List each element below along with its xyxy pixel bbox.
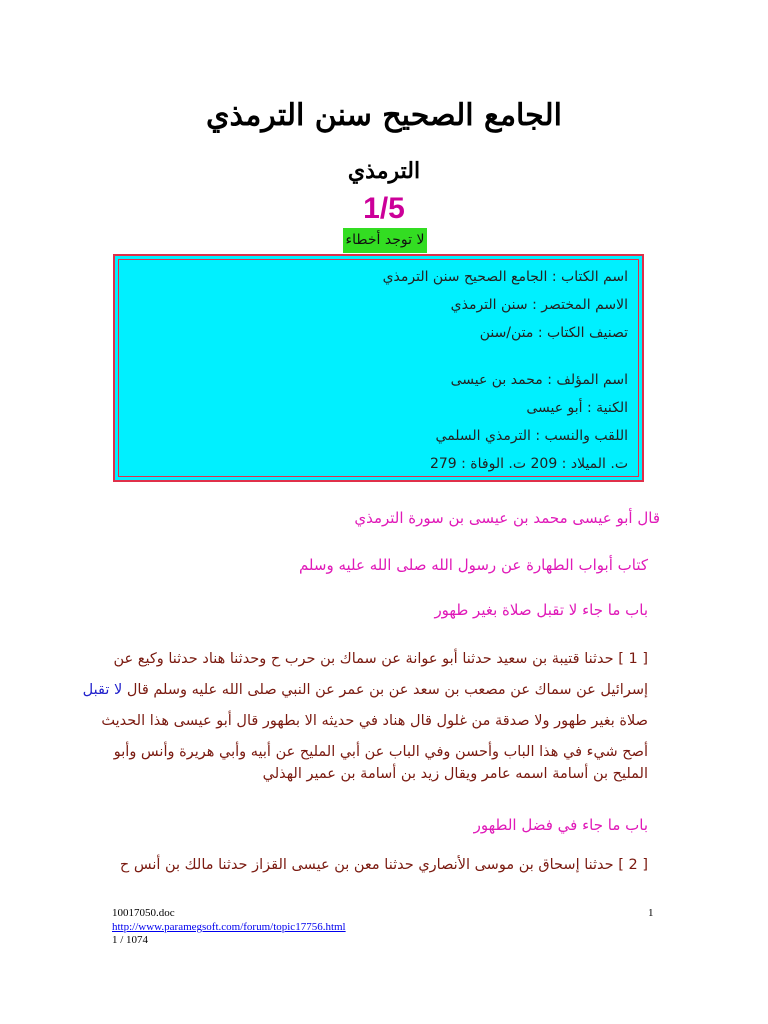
hadith-1-line-3: صلاة بغير طهور ولا صدقة من غلول قال هناد في حديثه الا بطهور قال أبو عيسى هذا الحديث <box>101 713 648 729</box>
hadith-2-line-1: [ 2 ] حدثنا إسحاق بن موسى الأنصاري حدثنا معن بن عيسى القزاز حدثنا مالك بن أنس ح <box>119 857 648 873</box>
info-short-name: الاسم المختصر : سنن الترمذي <box>450 297 628 313</box>
footer-page-number: 1 <box>648 907 654 919</box>
book-info-box <box>113 254 644 482</box>
intro-line: قال أبو عيسى محمد بن عيسى بن سورة الترمذي <box>354 509 660 527</box>
info-lineage: اللقب والنسب : الترمذي السلمي <box>435 428 628 444</box>
hadith-1-line-2 <box>82 682 648 698</box>
document-title: الجامع الصحيح سنن الترمذي <box>205 98 563 133</box>
chapter-heading-2: باب ما جاء في فضل الطهور <box>473 816 648 834</box>
footer-filename: 10017050.doc <box>112 907 175 919</box>
footer-link[interactable]: http://www.paramegsoft.com/forum/topic17756.html <box>112 921 346 933</box>
author-name: الترمذي <box>347 158 421 184</box>
hadith-1-line-1: [ 1 ] حدثنا قتيبة بن سعيد حدثنا أبو عوانة عن سماك بن حرب ح وحدثنا هناد حدثنا وكيع عن <box>113 651 648 667</box>
footer-page-count: 1 / 1074 <box>112 934 149 946</box>
book-info-inner <box>118 259 639 477</box>
info-book-name: اسم الكتاب : الجامع الصحيح سنن الترمذي <box>382 269 628 285</box>
chapter-heading-1: باب ما جاء لا تقبل صلاة بغير طهور <box>434 601 648 619</box>
hadith-1-line-2-text: إسرائيل عن سماك عن مصعب بن سعد عن بن عمر عن النبي صلى الله عليه وسلم قال <box>126 682 648 698</box>
status-badge: لا توجد أخطاء <box>343 228 427 253</box>
hadith-1-highlight: لا تقبل <box>82 682 123 698</box>
info-author: اسم المؤلف : محمد بن عيسى <box>450 372 628 388</box>
hadith-1-line-4: أصح شيء في هذا الباب وأحسن وفي الباب عن أبي المليح عن أبيه وأبي هريرة وأنس وأبو <box>113 744 648 760</box>
info-category: تصنيف الكتاب : متن/سنن <box>479 325 628 341</box>
book-heading: كتاب أبواب الطهارة عن رسول الله صلى الله عليه وسلم <box>298 556 648 574</box>
info-dates: ت. الميلاد : 209 ت. الوفاة : 279 <box>429 456 628 472</box>
hadith-1-line-5: المليح بن أسامة اسمه عامر ويقال زيد بن أسامة بن عمير الهذلي <box>262 766 648 782</box>
part-number: 1/5 <box>363 192 405 225</box>
info-kunya: الكنية : أبو عيسى <box>526 400 628 416</box>
